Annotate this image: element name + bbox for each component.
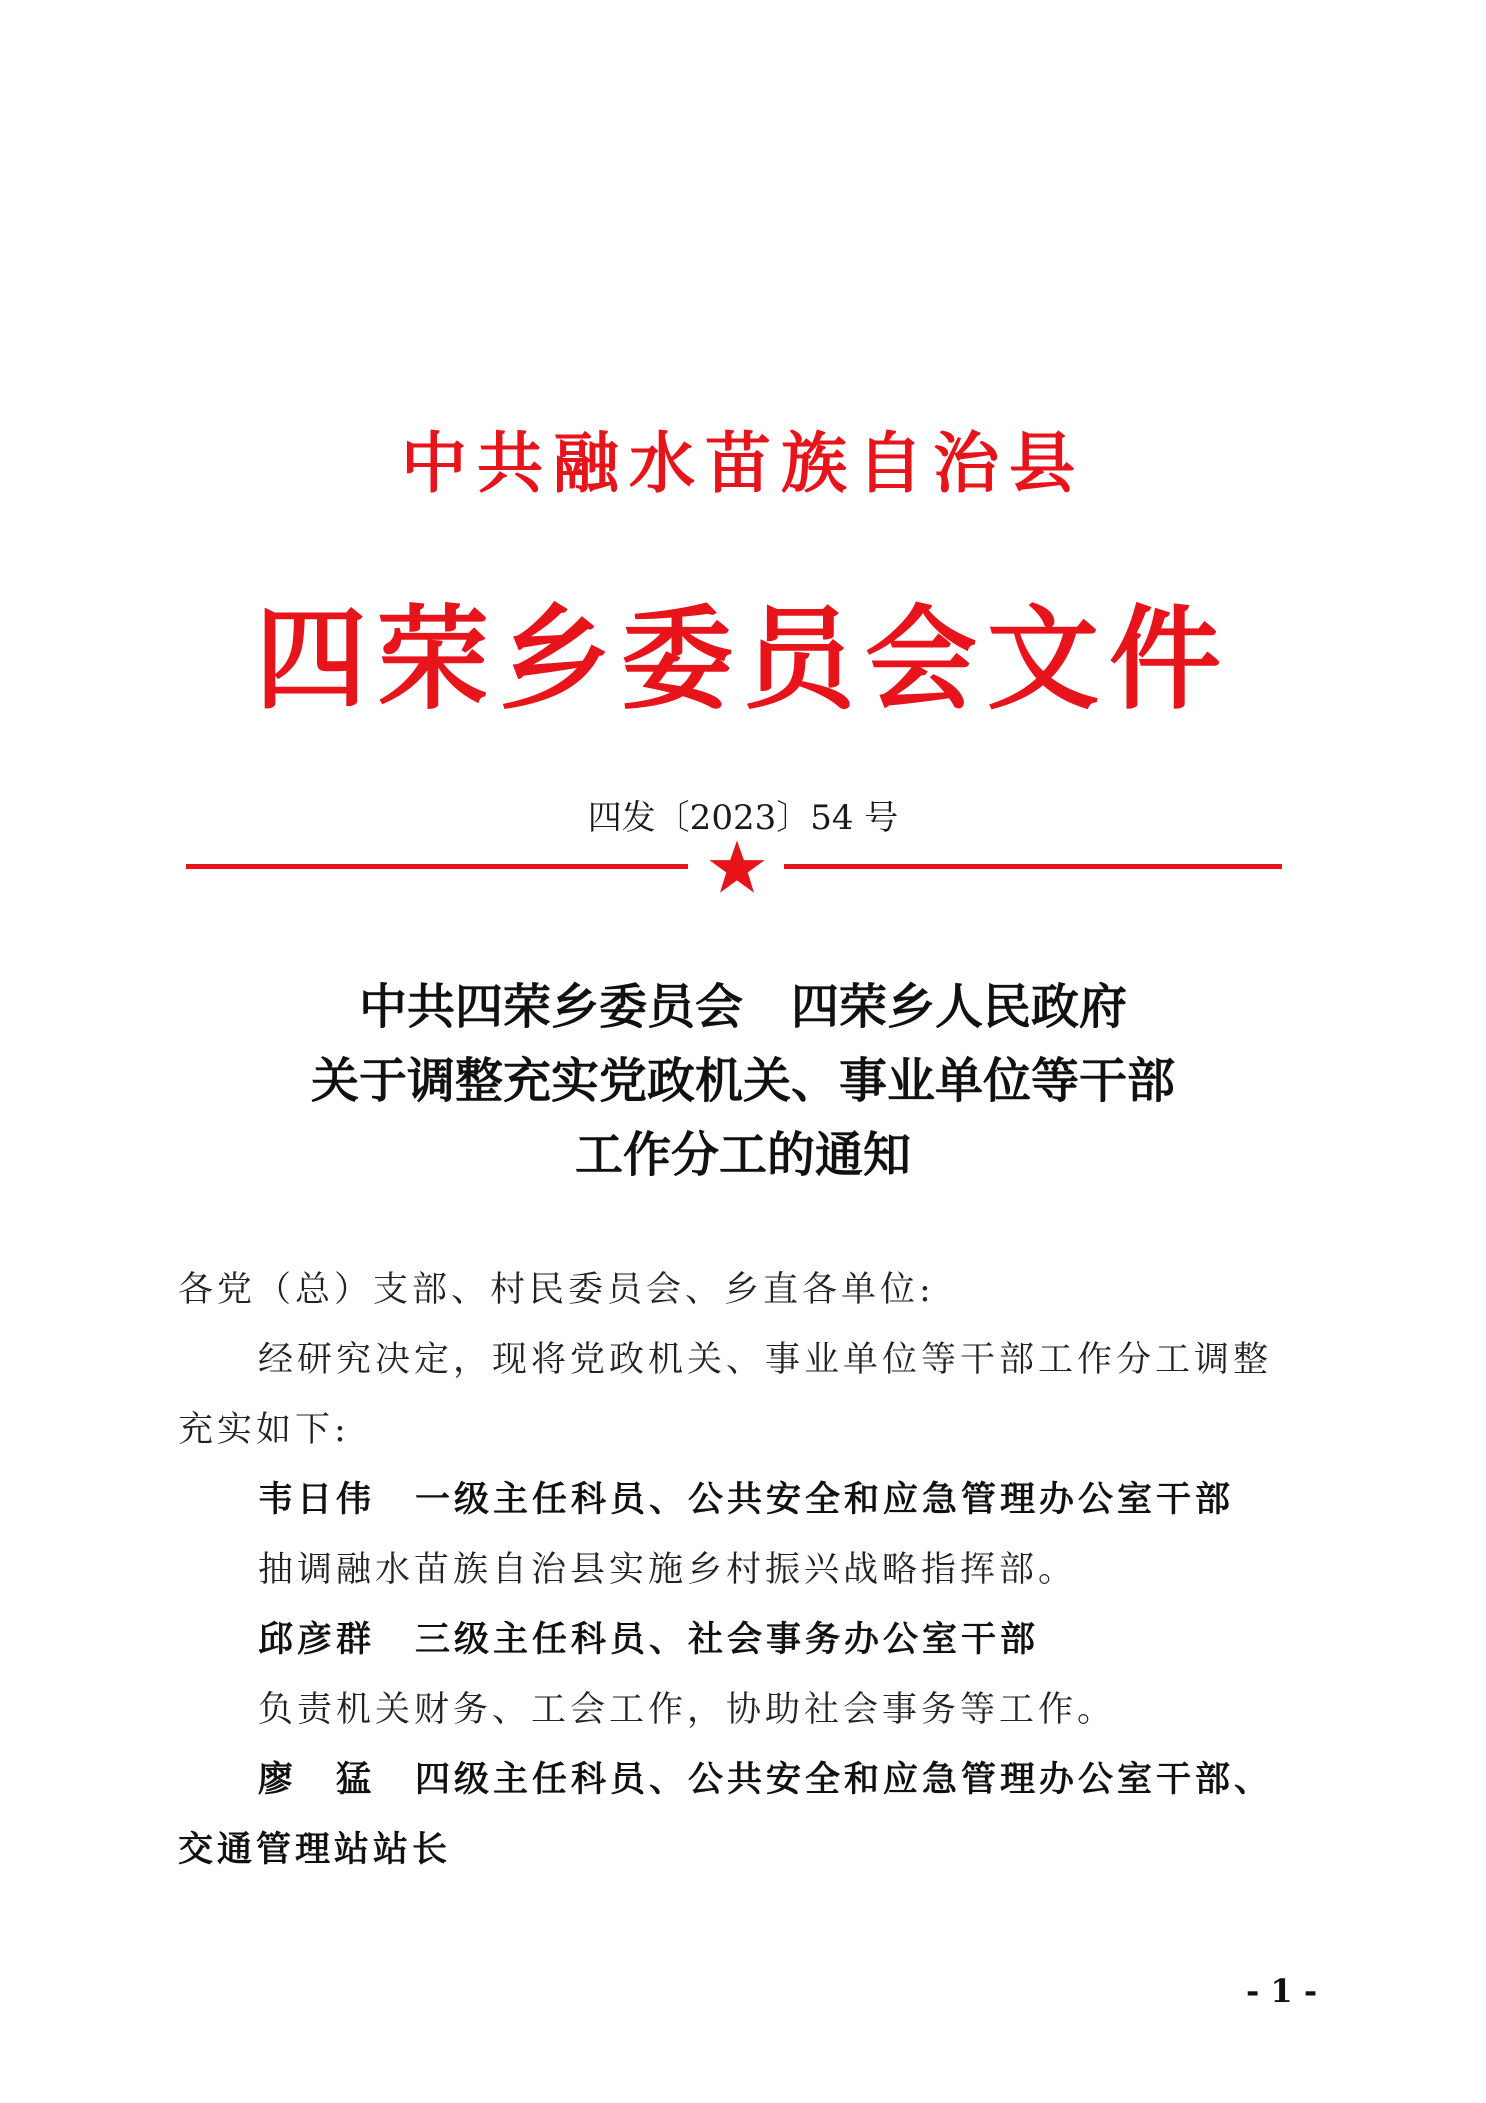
red-star-icon [708,838,766,896]
notice-title-line3: 工作分工的通知 [574,1127,911,1183]
intro-paragraph-line1: 经研究决定，现将党政机关、事业单位等干部工作分工调整 [258,1340,1273,1380]
entry-heading [258,1752,1273,1802]
intro-paragraph-line2: 充实如下: [178,1410,350,1450]
page-number: - 1 - [1246,1972,1318,2010]
document-number: 四发〔2023〕54 号 [587,798,899,838]
entry-name: 廖 猛 [258,1759,376,1800]
entry-name: 韦日伟 [258,1479,376,1520]
red-rule-left [186,864,688,869]
notice-title-line2: 关于调整充实党政机关、事业单位等干部 [310,1053,1175,1109]
entry-position-continued: 交通管理站站长 [178,1829,452,1870]
issuer-header-line2: 四荣乡委员会文件 [255,594,1231,725]
issuer-header-line1: 中共融水苗族自治县 [401,424,1085,502]
entry-position: 三级主任科员、社会事务办公室干部 [415,1619,1040,1660]
salutation: 各党（总）支部、村民委员会、乡直各单位: [178,1270,935,1310]
entry-duty: 负责机关财务、工会工作，协助社会事务等工作。 [258,1690,1117,1730]
entry-heading [258,1472,1234,1522]
entry-position: 四级主任科员、公共安全和应急管理办公室干部、 [415,1759,1274,1800]
entry-heading [258,1612,1039,1662]
entry-name: 邱彦群 [258,1619,376,1660]
entry-position: 一级主任科员、公共安全和应急管理办公室干部 [415,1479,1235,1520]
entry-duty: 抽调融水苗族自治县实施乡村振兴战略指挥部。 [258,1550,1078,1590]
red-rule-right [784,864,1282,869]
notice-title-line1: 中共四荣乡委员会 四荣乡人民政府 [358,979,1127,1035]
